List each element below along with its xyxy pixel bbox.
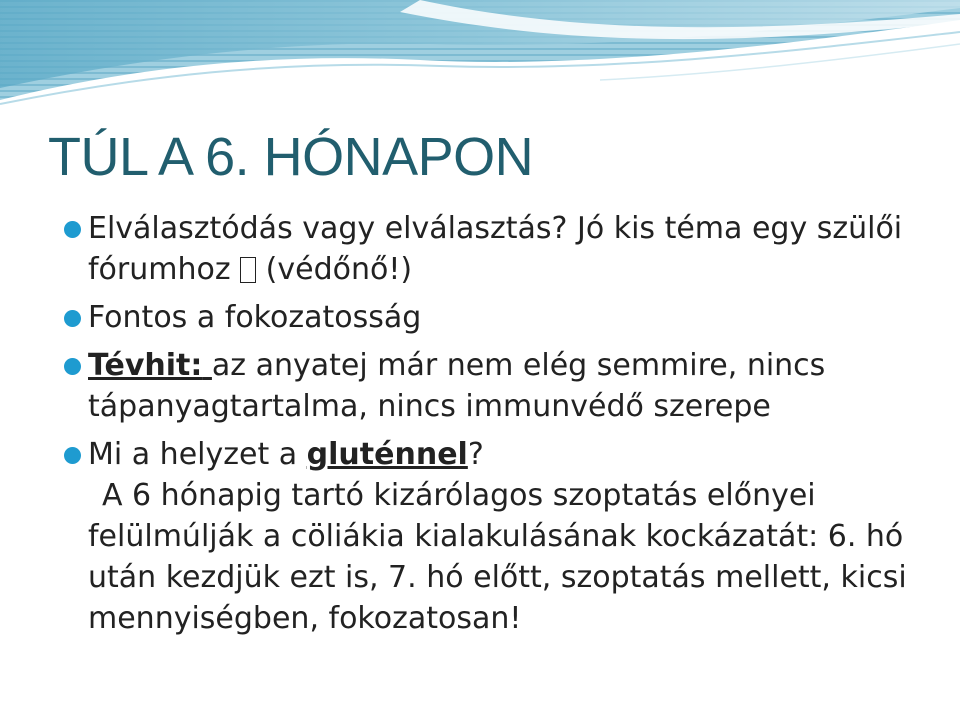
bullet-item-myth: [64, 345, 944, 427]
bullet-item-gradual: [64, 297, 944, 338]
bullet-text-after: (védőnő!): [256, 252, 413, 287]
slide-title: TÚL A 6. HÓNAPON: [48, 127, 534, 187]
missing-glyph-icon: [240, 257, 256, 283]
bullet-text-before: Mi a helyzet a: [88, 437, 307, 472]
bullet-text-before: Elválasztódás vagy elválasztás? Jó kis téma egy szülői fórumhoz: [88, 211, 903, 287]
paragraph-item: [64, 475, 944, 639]
gluten-paragraph: A 6 hónapig tartó kizárólagos szoptatás előnyei felülmúlják a cöliákia kialakulásának kockázatát: 6. hó után kezdjük ezt is, 7. hó előtt, szoptatás mellett, kicsi mennyiségben, fokozatosan!: [88, 478, 907, 636]
bullet-dot-icon: [64, 310, 81, 327]
decorative-wave-header: [0, 0, 960, 110]
bullet-text-after: ?: [467, 437, 484, 472]
myth-label: Tévhit:: [88, 348, 203, 383]
bullet-dot-icon: [64, 447, 81, 464]
bullet-item-weaning: [64, 208, 944, 290]
myth-label-space: [202, 348, 212, 383]
bullet-dot-icon: [64, 221, 81, 238]
bullet-text: az anyatej már nem elég semmire, nincs tápanyagtartalma, nincs immunvédő szerepe: [88, 348, 826, 424]
bullet-list: [64, 208, 944, 646]
gluten-emphasis: gluténnel: [306, 437, 468, 472]
bullet-text: Fontos a fokozatosság: [88, 300, 422, 335]
bullet-item-gluten: [64, 434, 944, 475]
bullet-dot-icon: [64, 358, 81, 375]
